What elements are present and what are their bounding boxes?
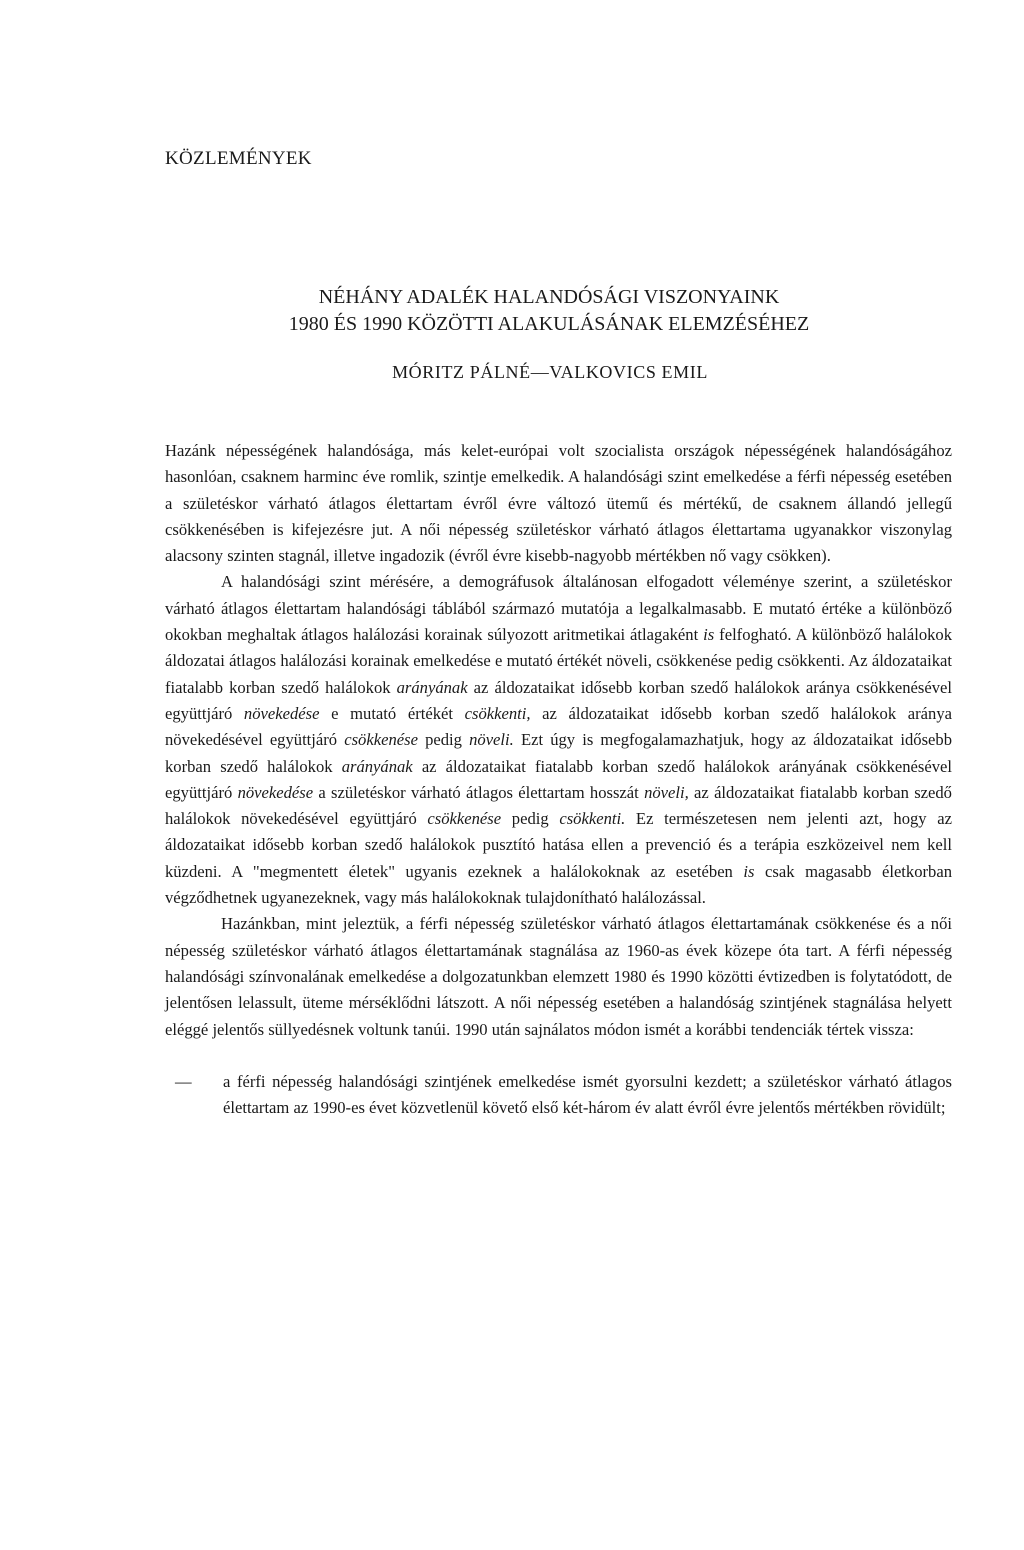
article-body	[165, 438, 952, 1121]
title-line-2: 1980 ÉS 1990 KÖZÖTTI ALAKULÁSÁNAK ELEMZÉSÉHEZ	[288, 313, 810, 335]
paragraph-3: Hazánkban, mint jeleztük, a férfi népesség születéskor várható átlagos élettartamának csökkenése és a női népesség születéskor várható átlagos élettartamának stagnálása az 1960-as évek közepe óta tart. A férfi népesség halandósági színvonalának emelkedése a dolgozatunkban elemzett 1980 és 1990 közötti évtizedben is folytatódott, de jelentősen lelassult, üteme mérséklődni látszott. A női népesség esetében a halandóság szintjének stagnálása helyett eléggé jelentős süllyedésnek voltunk tanúi. 1990 után sajnálatos módon ismét a korábbi tendenciák tértek vissza:	[165, 914, 952, 1039]
list-item-text: a férfi népesség halandósági szintjének emelkedése ismét gyorsulni kezdett; a születéskor várható átlagos élettartam az 1990-es évet közvetlenül követő első két-három év alatt évről évre jelentős mértékben rövidült;	[223, 1071, 952, 1118]
article-title	[0, 284, 1024, 338]
section-label: KÖZLEMÉNYEK	[165, 148, 312, 169]
list-dash: —	[175, 1071, 192, 1091]
paragraph-1: Hazánk népességének halandósága, más kelet-európai volt szocialista országok népességének halandóságához hasonlóan, csaknem harminc éve romlik, szintje emelkedik. A halandósági szint emelkedése a férfi népesség esetében a születéskor várható átlagos élettartam évről évre változó ütemű és mértékű, de csaknem állandó jellegű csökkenésében is kifejezésre jut. A női népesség születéskor várható átlagos élettartama ugyanakkor viszonylag alacsony szinten stagnál, illetve ingadozik (évről évre kisebb-nagyobb mértékben nő vagy csökken).	[165, 441, 952, 566]
article-authors: MÓRITZ PÁLNÉ—VALKOVICS EMIL	[392, 362, 708, 382]
title-line-1: NÉHÁNY ADALÉK HALANDÓSÁGI VISZONYAINK	[318, 286, 780, 308]
paragraph-2: A halandósági szint mérésére, a demográfusok általánosan elfogadott véleménye szerint, a születéskor várható átlagos élettartam halandósági táblából származó mutatója a legalkalmasabb. E mutató értéke a különböző okokban meghaltak átlagos halálozási korainak súlyozott aritmetikai átlagaként is felfogható. A különböző halálokok áldozatai átlagos halálozási korainak emelkedése e mutató értékét növeli, csökkenése pedig csökkenti. Az áldozataikat fiatalabb korban szedő halálokok arányának az áldozataikat idősebb korban szedő halálokok aránya csökkenésével együttjáró növekedése e mutató értékét csökkenti, az áldozataikat idősebb korban szedő halálokok aránya növekedésével együttjáró csökkenése pedig növeli. Ezt úgy is megfogalamazhatjuk, hogy az áldozataikat idősebb korban szedő halálokok arányának az áldozataikat fiatalabb korban szedő halálokok arányának csökkenésével együttjáró növekedése a születéskor várható átlagos élettartam hosszát növeli, az áldozataikat fiatalabb korban szedő halálokok növekedésével együttjáró csökkenése pedig csökkenti. Ez természetesen nem jelenti azt, hogy az áldozataikat idősebb korban szedő halálokok pusztító hatása ellen a prevenció és a terápia eszközeivel nem kell küzdeni. A "megmentett életek" ugyanis ezeknek a halálokoknak az esetében is csak magasabb életkorban végződhetnek ugyanezeknek, vagy más halálokoknak tulajdonítható halálozással.	[165, 572, 953, 908]
list-item	[165, 1069, 952, 1122]
